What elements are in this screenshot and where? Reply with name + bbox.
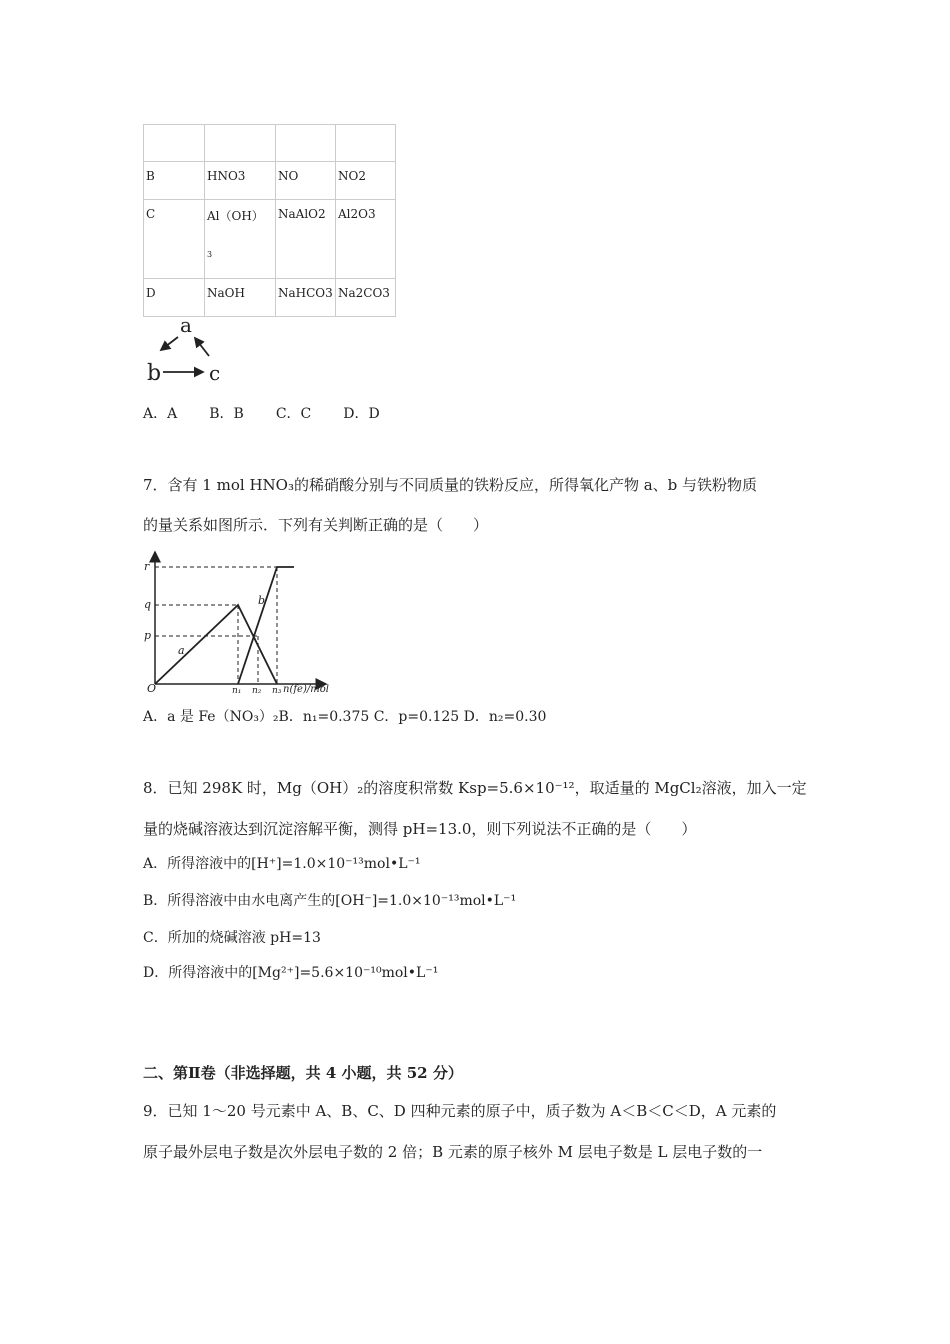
table-cell xyxy=(205,125,276,162)
cell-a: NaOH xyxy=(205,279,276,317)
q7-stem-line2: 的量关系如图所示．下列有关判断正确的是（ ） xyxy=(143,516,489,534)
q8-option-d[interactable]: D．所得溶液中的[Mg²⁺]=5.6×10⁻¹⁰mol•L⁻¹ xyxy=(143,965,439,981)
x-axis-label: n(fe)/mol xyxy=(283,684,329,695)
arrow-a-to-b xyxy=(161,337,178,350)
y-label-r: r xyxy=(144,560,150,573)
q6-options xyxy=(143,403,380,423)
node-c: c xyxy=(209,361,221,385)
y-label-q: q xyxy=(144,598,152,611)
table-row xyxy=(144,279,396,317)
cell-c: Na2CO3 xyxy=(336,279,396,317)
q7-options[interactable]: A．a 是 Fe（NO₃）₂B．n₁=0.375 C．p=0.125 D．n₂=0.30 xyxy=(143,709,547,725)
q9-stem-line2: 原子最外层电子数是次外层电子数的 2 倍；B 元素的原子核外 M 层电子数是 L 层电子数的一 xyxy=(143,1143,763,1161)
table-row xyxy=(144,200,396,279)
cell-a: HNO3 xyxy=(205,162,276,200)
q8-option-a[interactable]: A．所得溶液中的[H⁺]=1.0×10⁻¹³mol•L⁻¹ xyxy=(143,856,421,872)
abc-cycle-diagram xyxy=(143,314,225,386)
cell-a: Al（OH） 3 xyxy=(205,200,276,279)
curve-a-label: a xyxy=(178,644,185,657)
curve-b-label: b xyxy=(258,594,266,607)
cell-b: NO xyxy=(276,162,336,200)
row-label: D xyxy=(144,279,205,317)
node-b: b xyxy=(147,361,162,386)
arrow-c-to-a xyxy=(195,338,209,356)
origin-label: O xyxy=(147,682,157,695)
table-cell xyxy=(276,125,336,162)
q9-stem-line1: 9．已知 1～20 号元素中 A、B、C、D 四种元素的原子中，质子数为 A＜B＜C＜D，A 元素的 xyxy=(143,1102,777,1120)
option-a[interactable]: A．A xyxy=(143,406,178,422)
curve-b xyxy=(238,567,294,684)
cell-b: NaAlO2 xyxy=(276,200,336,279)
q7-stem-line1: 7．含有 1 mol HNO₃的稀硝酸分别与不同质量的铁粉反应，所得氧化产物 a、b 与铁粉物质 xyxy=(143,476,758,494)
curve-a xyxy=(155,605,277,684)
option-b[interactable]: B．B xyxy=(209,406,244,422)
y-label-p: p xyxy=(144,629,152,642)
q8-option-b[interactable]: B．所得溶液中由水电离产生的[OH⁻]=1.0×10⁻¹³mol•L⁻¹ xyxy=(143,893,517,909)
q8-option-c[interactable]: C．所加的烧碱溶液 pH=13 xyxy=(143,930,321,946)
x-label-n3: n₃ xyxy=(272,686,282,696)
row-label: B xyxy=(144,162,205,200)
cell-c: Al2O3 xyxy=(336,200,396,279)
cell-c: NO2 xyxy=(336,162,396,200)
q8-stem-line1: 8．已知 298K 时，Mg（OH）₂的溶度积常数 Ksp=5.6×10⁻¹²，取适量的 MgCl₂溶液，加入一定 xyxy=(143,779,807,797)
node-a: a xyxy=(180,314,192,337)
x-label-n1: n₁ xyxy=(232,686,242,696)
option-c[interactable]: C．C xyxy=(275,406,312,422)
table-cell xyxy=(336,125,396,162)
table-row xyxy=(144,162,396,200)
x-label-n2: n₂ xyxy=(252,686,262,696)
table-cell xyxy=(144,125,205,162)
q6-table xyxy=(143,124,396,317)
row-label: C xyxy=(144,200,205,279)
q7-graph xyxy=(140,546,335,696)
cell-b: NaHCO3 xyxy=(276,279,336,317)
option-d[interactable]: D．D xyxy=(343,406,380,422)
q8-stem-line2: 量的烧碱溶液达到沉淀溶解平衡，测得 pH=13.0，则下列说法不正确的是（ ） xyxy=(143,820,697,838)
section-heading: 二、第Ⅱ卷（非选择题，共 4 小题，共 52 分） xyxy=(143,1064,463,1082)
